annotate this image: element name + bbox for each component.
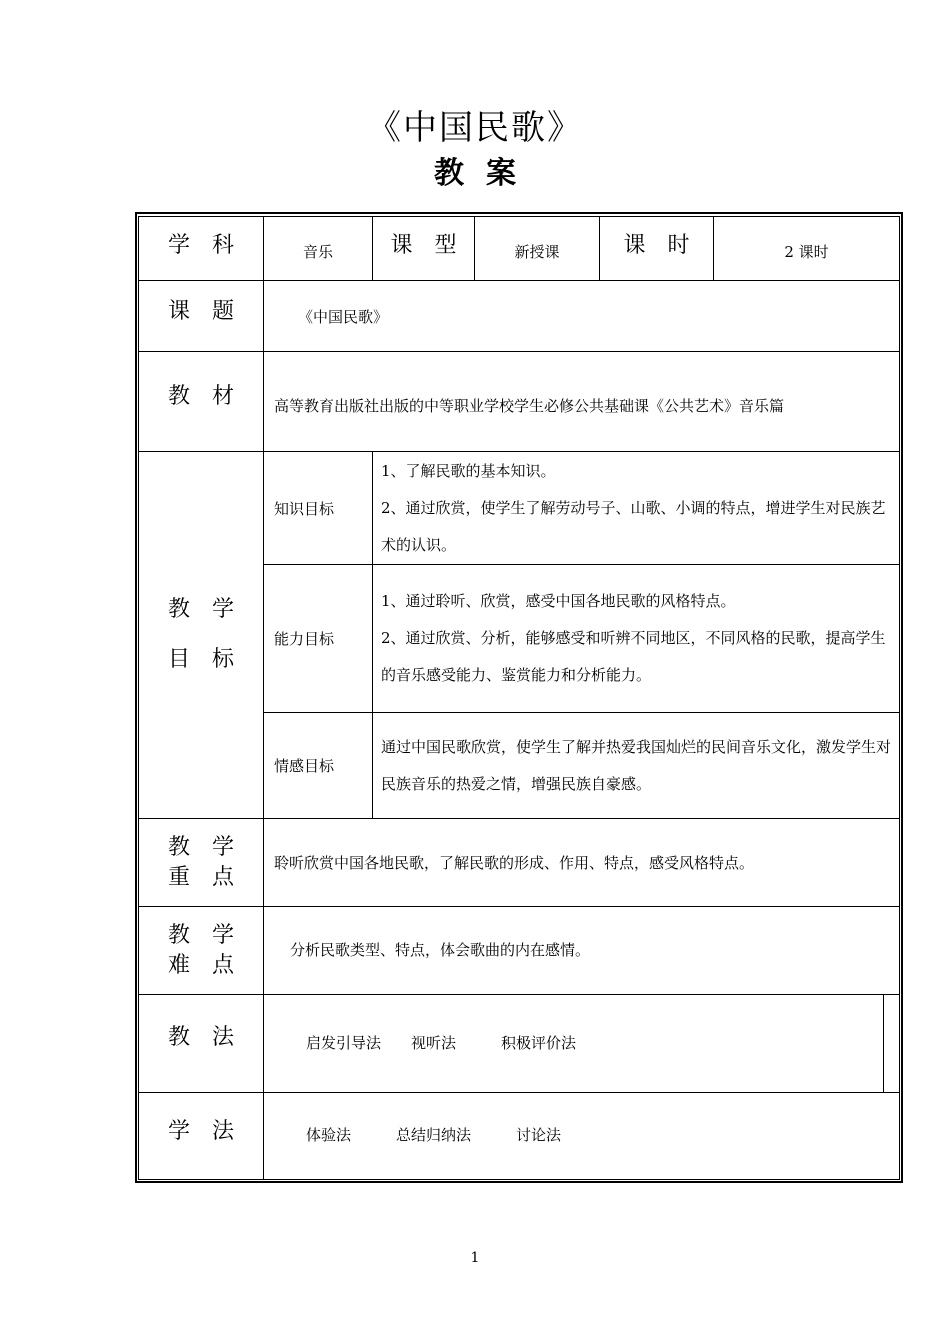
type-value: 新授课 bbox=[514, 243, 560, 261]
ability-goal-label: 能力目标 bbox=[274, 630, 335, 648]
difficulties-label-cell bbox=[139, 907, 264, 995]
material-label: 教 材 bbox=[167, 384, 234, 409]
emotion-goal-label-cell bbox=[264, 713, 373, 819]
learning-methods-label: 学 法 bbox=[167, 1119, 234, 1144]
difficulties-label-line1: 教 学 bbox=[167, 922, 234, 948]
type-label: 课 型 bbox=[390, 233, 457, 258]
key-points-label-cell bbox=[139, 819, 264, 907]
key-points-label-line1: 教 学 bbox=[167, 834, 234, 860]
type-value-cell bbox=[475, 217, 600, 281]
ability-goal-text: 1、通过聆听、欣赏，感受中国各地民歌的风格特点。 2、通过欣赏、分析，能够感受和听辨不同地区，不同风格的民歌，提高学生的音乐感受能力、鉴赏能力和分析能力。 bbox=[381, 592, 886, 684]
subject-label-cell bbox=[139, 217, 264, 281]
key-points-value: 聆听欣赏中国各地民歌，了解民歌的形成、作用、特点，感受风格特点。 bbox=[274, 854, 755, 872]
learning-methods-label-cell bbox=[139, 1093, 264, 1179]
difficulties-value: 分析民歌类型、特点，体会歌曲的内在感情。 bbox=[290, 941, 591, 959]
learning-methods-value: 体验法 总结归纳法 讨论法 bbox=[306, 1125, 562, 1144]
subject-label: 学 科 bbox=[167, 233, 234, 258]
emotion-goal-text-cell bbox=[373, 713, 899, 819]
document-subtitle: 教案 bbox=[434, 156, 538, 191]
emotion-goal-text: 通过中国民歌欣赏，使学生了解并热爱我国灿烂的民间音乐文化，激发学生对民族音乐的热爱之情，增强民族自豪感。 bbox=[381, 737, 892, 793]
material-value: 高等教育出版社出版的中等职业学校学生必修公共基础课《公共艺术》音乐篇 bbox=[274, 397, 785, 415]
key-points-value-cell bbox=[264, 819, 899, 907]
difficulties-value-cell bbox=[264, 907, 899, 995]
document-title: 《中国民歌》 bbox=[367, 108, 583, 148]
goals-label-line2: 目 标 bbox=[167, 647, 234, 672]
teaching-methods-value-cell bbox=[264, 995, 884, 1093]
ability-goal-label-cell bbox=[264, 565, 373, 713]
ability-goal-text-cell bbox=[373, 565, 899, 713]
topic-label-cell bbox=[139, 281, 264, 352]
hours-value: 2 课时 bbox=[784, 243, 829, 261]
knowledge-goal-text: 1、了解民歌的基本知识。 2、通过欣赏，使学生了解劳动号子、山歌、小调的特点，增进学生对民族艺术的认识。 bbox=[381, 461, 886, 554]
topic-value-cell bbox=[264, 281, 899, 352]
subject-value-cell bbox=[264, 217, 373, 281]
hours-label: 课 时 bbox=[623, 233, 690, 258]
knowledge-goal-label-cell bbox=[264, 452, 373, 565]
teaching-methods-spacer-cell bbox=[884, 995, 899, 1093]
emotion-goal-label: 情感目标 bbox=[274, 757, 335, 775]
teaching-methods-label-cell bbox=[139, 995, 264, 1093]
hours-value-cell bbox=[714, 217, 899, 281]
goals-label-line1: 教 学 bbox=[167, 597, 234, 622]
key-points-label-line2: 重 点 bbox=[167, 864, 234, 890]
hours-label-cell bbox=[600, 217, 714, 281]
page-number: 1 bbox=[470, 1250, 480, 1266]
difficulties-label-line2: 难 点 bbox=[167, 952, 234, 978]
subject-value: 音乐 bbox=[302, 243, 333, 261]
learning-methods-value-cell bbox=[264, 1093, 899, 1179]
teaching-methods-value: 启发引导法 视听法 积极评价法 bbox=[306, 1034, 577, 1052]
material-value-cell bbox=[264, 352, 899, 452]
topic-label: 课 题 bbox=[167, 299, 234, 324]
material-label-cell bbox=[139, 352, 264, 452]
goals-label-cell bbox=[139, 452, 264, 819]
topic-value: 《中国民歌》 bbox=[298, 307, 389, 326]
lesson-plan-table bbox=[138, 216, 900, 1180]
type-label-cell bbox=[373, 217, 475, 281]
knowledge-goal-label: 知识目标 bbox=[274, 499, 335, 518]
teaching-methods-label: 教 法 bbox=[167, 1025, 234, 1050]
knowledge-goal-text-cell bbox=[373, 452, 899, 565]
